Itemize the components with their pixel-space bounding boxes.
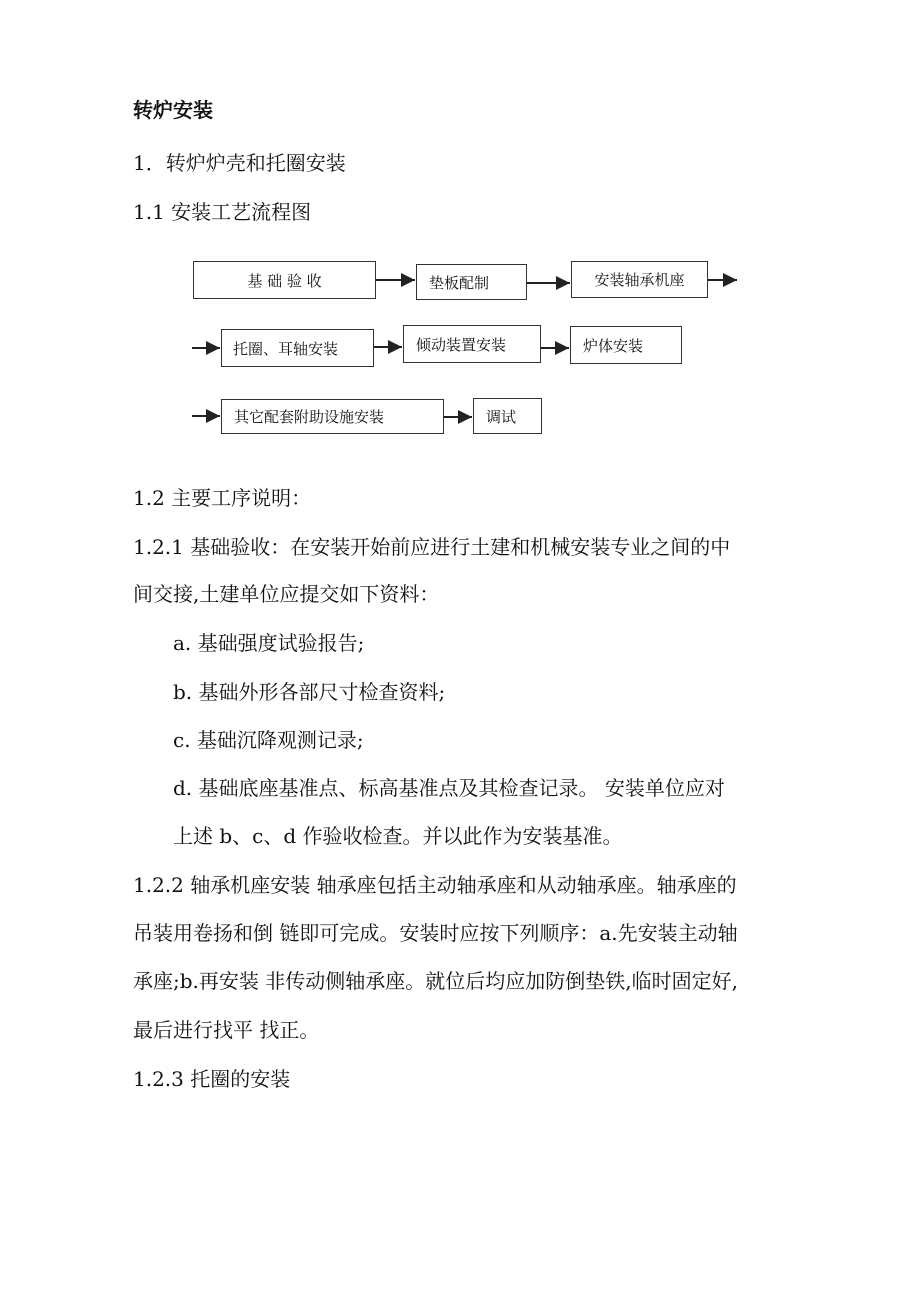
section-heading-1-2: 1.2 主要工序说明： bbox=[133, 486, 312, 510]
paragraph-1-2-1-line: 1.2.1 基础验收：在安装开始前应进行土建和机械安装专业之间的中 bbox=[133, 535, 731, 559]
list-item-d: d. 基础底座基准点、标高基准点及其检查记录。 安装单位应对 bbox=[173, 776, 725, 800]
flow-step-tilting-device-install bbox=[403, 325, 541, 363]
flow-step-label: 炉体安装 bbox=[583, 336, 644, 355]
flow-step-bearing-seat-install bbox=[571, 261, 708, 298]
paragraph-1-2-2-line: 1.2.2 轴承机座安装 轴承座包括主动轴承座和从动轴承座。轴承座的 bbox=[133, 873, 737, 897]
flow-step-label: 调试 bbox=[486, 407, 517, 426]
paragraph-1-2-1-line: 间交接,土建单位应提交如下资料： bbox=[133, 582, 440, 606]
flow-step-label: 安装轴承机座 bbox=[594, 271, 685, 289]
flow-step-label: 其它配套附助设施安装 bbox=[234, 408, 385, 426]
flow-step-furnace-body-install bbox=[570, 326, 682, 364]
section-heading-1-1: 1.1 安装工艺流程图 bbox=[133, 200, 312, 224]
flow-step-shim-fitting bbox=[416, 264, 527, 300]
paragraph-1-2-2-line: 承座;b.再安装 非传动侧轴承座。就位后均应加防倒垫铁,临时固定好, bbox=[133, 969, 738, 993]
section-heading-1: 1．转炉炉壳和托圈安装 bbox=[133, 151, 346, 175]
flow-step-foundation-acceptance bbox=[193, 261, 376, 299]
flow-step-auxiliary-facilities-install bbox=[221, 399, 444, 434]
paragraph-1-2-2-line: 最后进行找平 找正。 bbox=[133, 1018, 320, 1042]
list-item-b: b. 基础外形各部尺寸检查资料; bbox=[173, 680, 446, 704]
flow-step-label: 垫板配制 bbox=[429, 273, 490, 292]
list-item-a: a. 基础强度试验报告; bbox=[173, 631, 365, 655]
flow-step-label: 倾动装置安装 bbox=[416, 335, 507, 354]
flow-step-label: 托圈、耳轴安装 bbox=[233, 339, 339, 358]
section-heading-1-2-3: 1.2.3 托圈的安装 bbox=[133, 1067, 291, 1091]
document-title: 转炉安装 bbox=[133, 98, 213, 122]
flowchart-arrows bbox=[0, 0, 920, 480]
paragraph-1-2-2-line: 吊装用卷扬和倒 链即可完成。安装时应按下列顺序：a.先安装主动轴 bbox=[133, 921, 738, 945]
list-item-d-continued: 上述 b、c、d 作验收检查。并以此作为安装基准。 bbox=[173, 824, 623, 848]
flow-step-trunnion-ring-install bbox=[221, 329, 374, 367]
list-item-c: c. 基础沉降观测记录; bbox=[173, 728, 364, 752]
flow-step-commissioning bbox=[473, 398, 542, 434]
flow-step-label: 基 础 验 收 bbox=[247, 271, 322, 290]
